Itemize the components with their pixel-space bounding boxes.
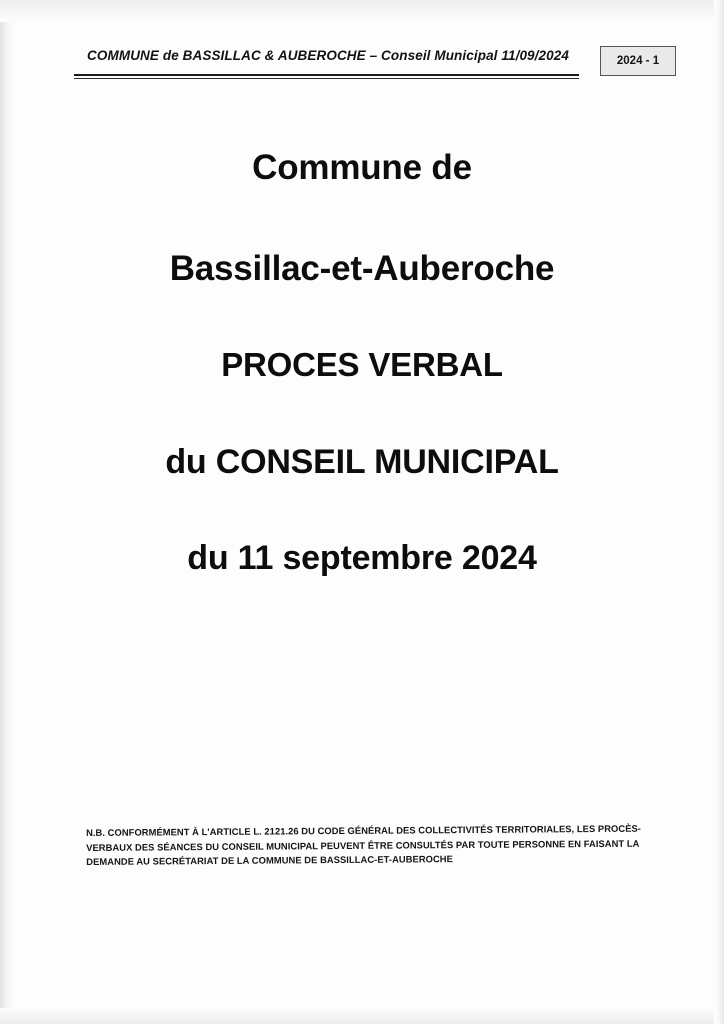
scan-edge-bottom xyxy=(0,1008,724,1024)
title-line-body: du CONSEIL MUNICIPAL xyxy=(165,443,559,481)
page-title xyxy=(0,150,724,575)
page-number-badge: 2024 - 1 xyxy=(600,46,676,76)
header-divider-line-secondary xyxy=(74,78,579,79)
title-line-date: du 11 septembre 2024 xyxy=(187,539,537,577)
legal-notice: N.B. CONFORMÉMENT À L'ARTICLE L. 2121.26 DU CODE GÉNÉRAL DES COLLECTIVITÉS TERRITORIALES, LES PROCÈS-VERBAUX DES SÉANCES DU CONSEIL MUNICIPAL PEUVENT ÊTRE CONSULTÉS PAR TOUTE PERSONNE EN FAISANT LA DEMANDE AU SECRÉTARIAT DE LA COMMUNE DE BASSILLAC-ET-AUBEROCHE xyxy=(86,822,641,868)
header-running-title: COMMUNE de BASSILLAC & AUBEROCHE – Conseil Municipal 11/09/2024 xyxy=(87,48,569,63)
page-header xyxy=(0,44,724,88)
title-line-document-type: PROCES VERBAL xyxy=(221,346,503,383)
title-line-commune: Commune de xyxy=(252,148,472,187)
scan-edge-top xyxy=(0,0,724,22)
header-divider-line xyxy=(74,74,579,76)
title-line-commune-name: Bassillac-et-Auberoche xyxy=(169,249,555,288)
